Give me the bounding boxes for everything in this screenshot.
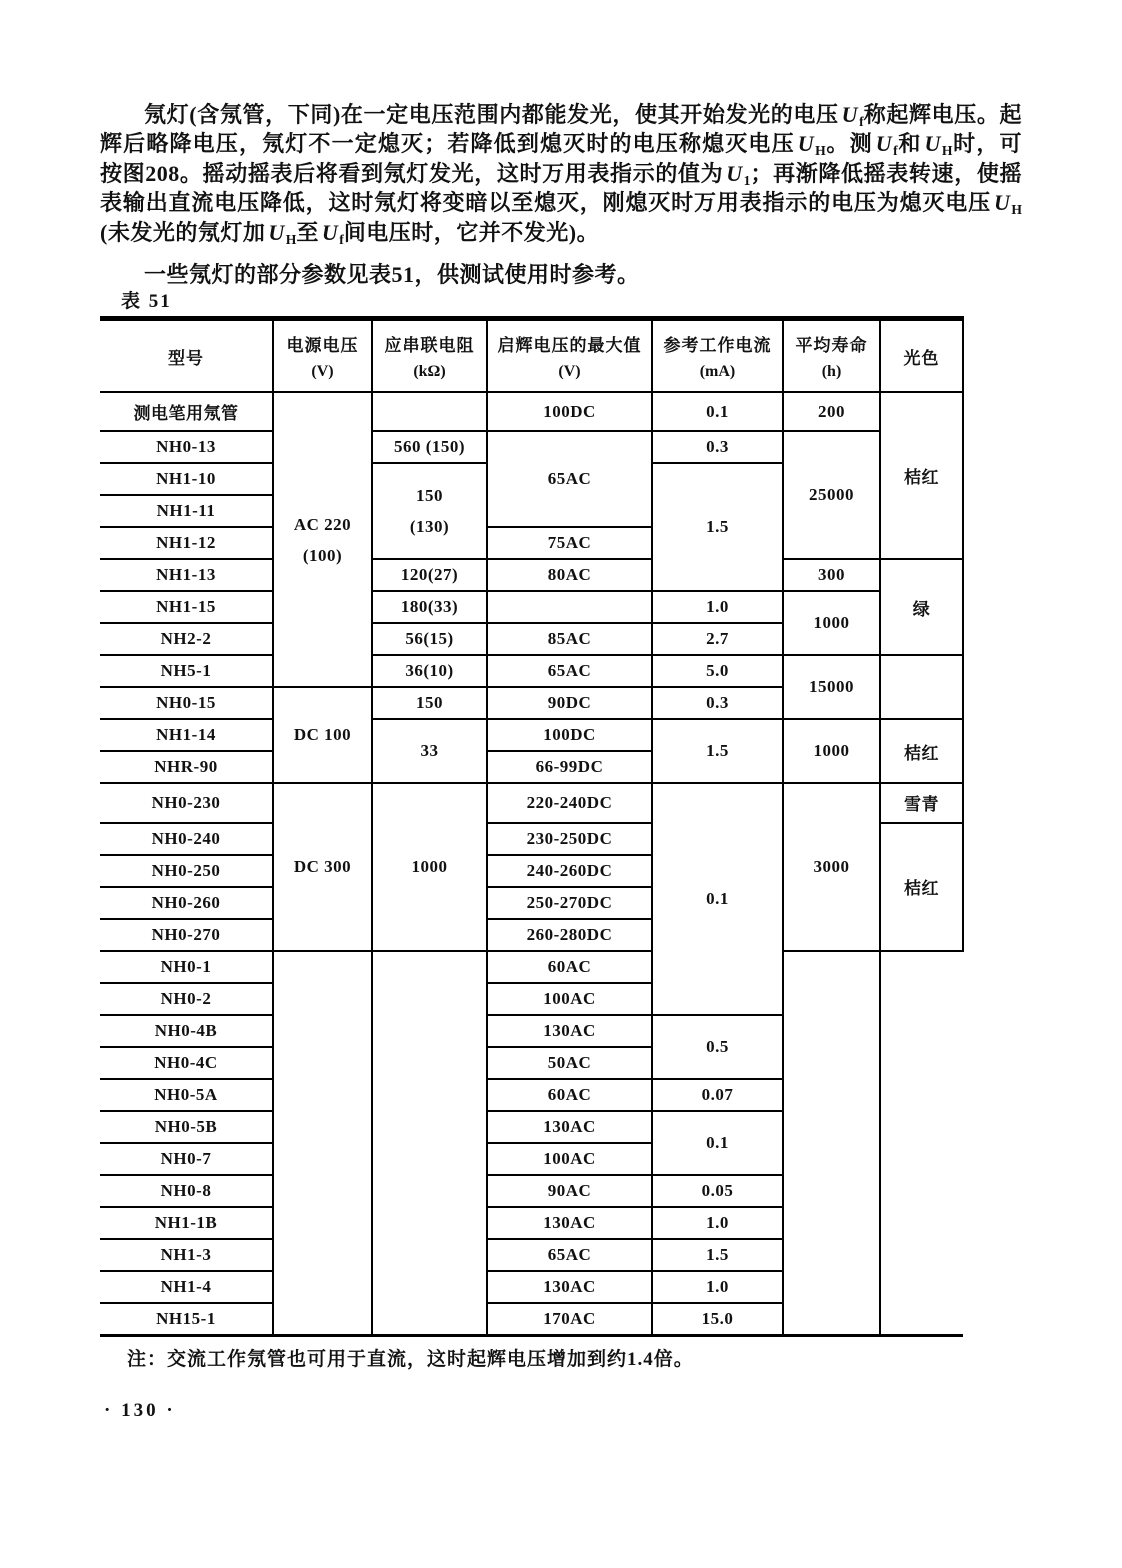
cell-striking-voltage: 80AC xyxy=(487,559,652,591)
cell-light-color: 雪青 xyxy=(880,783,963,822)
intro-line: 按图208。摇动摇表后将看到氖灯发光，这时万用表指示的值为 $U_1$；再渐降低摇表转速，使摇 xyxy=(100,160,1022,188)
column-header-light-color xyxy=(880,319,963,393)
column-header-average-life xyxy=(783,319,880,393)
voltage-symbol: U xyxy=(797,131,815,157)
cell-light-color: 桔红 xyxy=(880,719,963,783)
cell-model: NH0-7 xyxy=(100,1143,273,1175)
cell-striking-voltage: 85AC xyxy=(487,623,652,655)
table-header-row xyxy=(100,319,963,393)
cell-working-current: 1.5 xyxy=(652,719,783,783)
cell-model: 测电笔用氖管 xyxy=(100,392,273,431)
column-header-unit: (V) xyxy=(558,363,581,380)
cell-working-current: 1.0 xyxy=(652,591,783,623)
cell-working-current: 0.5 xyxy=(652,1015,783,1079)
cell-model: NH15-1 xyxy=(100,1303,273,1336)
column-header-label: 参考工作电流 xyxy=(663,336,772,355)
cell-average-life: 25000 xyxy=(783,431,880,559)
cell-model: NH0-260 xyxy=(100,887,273,919)
voltage-symbol: U xyxy=(841,102,859,127)
table-row xyxy=(100,719,963,751)
cell-striking-voltage: 240-260DC xyxy=(487,855,652,887)
cell-striking-voltage: 100DC xyxy=(487,392,652,431)
cell-light-color: 桔红 xyxy=(880,392,963,559)
cell-model: NH0-5B xyxy=(100,1111,273,1143)
table-row xyxy=(100,783,963,822)
cell-working-current: 1.5 xyxy=(652,463,783,591)
table-intro-sentence: 一些氖灯的部分参数见表51，供测试使用时参考。 xyxy=(144,262,640,287)
cell-striking-voltage: 65AC xyxy=(487,655,652,687)
cell-striking-voltage: 60AC xyxy=(487,951,652,983)
cell-working-current: 0.3 xyxy=(652,431,783,463)
cell-average-life: 300 xyxy=(783,559,880,591)
cell-model: NH1-10 xyxy=(100,463,273,495)
cell-model: NH0-1 xyxy=(100,951,273,983)
cell-working-current: 0.05 xyxy=(652,1175,783,1207)
cell-model: NH2-2 xyxy=(100,623,273,655)
table-row xyxy=(100,655,963,687)
column-header-unit: (kΩ) xyxy=(413,363,446,380)
intro-line: (未发光的氖灯加 $U_H$至 $U_f$间电压时，它并不发光)。 xyxy=(100,219,600,247)
cell-average-life xyxy=(783,951,880,1336)
cell-striking-voltage: 90DC xyxy=(487,687,652,719)
cell-light-color: 桔红 xyxy=(880,823,963,951)
cell-average-life: 1000 xyxy=(783,591,880,655)
cell-working-current: 0.3 xyxy=(652,687,783,719)
cell-working-current: 1.0 xyxy=(652,1207,783,1239)
voltage-subscript: H xyxy=(941,143,953,159)
cell-model: NHR-90 xyxy=(100,751,273,783)
cell-striking-voltage: 170AC xyxy=(487,1303,652,1336)
cell-model: NH0-8 xyxy=(100,1175,273,1207)
table-row xyxy=(100,951,963,983)
cell-working-current: 0.1 xyxy=(652,1111,783,1175)
column-header-model xyxy=(100,319,273,393)
voltage-symbol: U xyxy=(268,219,285,245)
neon-lamp-parameters-table xyxy=(100,316,964,1337)
table-row xyxy=(100,591,963,623)
intro-line: 辉后略降电压，氖灯不一定熄灭；若降低到熄灭时的电压称熄灭电压 $U_H$。测 $U_f$和 $U_H$时，可 xyxy=(100,131,1022,159)
column-header-label: 电源电压 xyxy=(286,336,359,355)
cell-model: NH1-3 xyxy=(100,1239,273,1271)
cell-striking-voltage: 250-270DC xyxy=(487,887,652,919)
voltage-subscript: f xyxy=(339,231,344,247)
cell-average-life: 15000 xyxy=(783,655,880,719)
cell-series-resistance: 150 (130) xyxy=(372,463,487,559)
cell-series-resistance: 120(27) xyxy=(372,559,487,591)
cell-striking-voltage: 100AC xyxy=(487,983,652,1015)
column-header-unit: (V) xyxy=(311,363,334,380)
column-header-supply-voltage xyxy=(273,319,372,393)
cell-striking-voltage: 130AC xyxy=(487,1271,652,1303)
cell-striking-voltage: 130AC xyxy=(487,1015,652,1047)
cell-supply-voltage: AC 220 (100) xyxy=(273,392,372,687)
cell-model: NH5-1 xyxy=(100,655,273,687)
cell-series-resistance: 180(33) xyxy=(372,591,487,623)
cell-supply-voltage xyxy=(273,951,372,1336)
cell-series-resistance: 56(15) xyxy=(372,623,487,655)
cell-model: NH0-5A xyxy=(100,1079,273,1111)
cell-working-current: 15.0 xyxy=(652,1303,783,1336)
column-header-label: 平均寿命 xyxy=(795,336,868,355)
cell-series-resistance: 560 (150) xyxy=(372,431,487,463)
cell-model: NH0-250 xyxy=(100,855,273,887)
intro-line: 表输出直流电压降低，这时氖灯将变暗以至熄灭，刚熄灭时万用表指示的电压为熄灭电压 $U_H$ xyxy=(100,190,1022,217)
cell-series-resistance xyxy=(372,951,487,1336)
voltage-subscript: f xyxy=(893,143,898,159)
cell-series-resistance: 1000 xyxy=(372,783,487,950)
column-header-label: 启辉电压的最大值 xyxy=(497,336,642,355)
cell-striking-voltage: 65AC xyxy=(487,431,652,527)
voltage-symbol: U xyxy=(726,160,743,186)
column-header-series-resistance xyxy=(372,319,487,393)
table-row xyxy=(100,559,963,591)
cell-striking-voltage: 50AC xyxy=(487,1047,652,1079)
cell-light-color xyxy=(880,655,963,719)
cell-working-current: 0.07 xyxy=(652,1079,783,1111)
table-note: 注：交流工作氖管也可用于直流，这时起辉电压增加到约1.4倍。 xyxy=(127,1349,694,1370)
column-header-label: 应串联电阻 xyxy=(384,336,475,355)
cell-model: NH0-2 xyxy=(100,983,273,1015)
table-row xyxy=(100,392,963,431)
voltage-symbol: U xyxy=(994,190,1011,216)
cell-series-resistance: 150 xyxy=(372,687,487,719)
cell-striking-voltage: 66-99DC xyxy=(487,751,652,783)
voltage-symbol: U xyxy=(924,131,941,157)
cell-model: NH1-1B xyxy=(100,1207,273,1239)
cell-light-color: 绿 xyxy=(880,559,963,655)
cell-striking-voltage: 100AC xyxy=(487,1143,652,1175)
voltage-symbol: U xyxy=(875,131,893,157)
cell-striking-voltage: 90AC xyxy=(487,1175,652,1207)
cell-striking-voltage: 230-250DC xyxy=(487,823,652,855)
column-header-unit: (mA) xyxy=(699,363,736,380)
cell-model: NH1-11 xyxy=(100,495,273,527)
cell-average-life: 3000 xyxy=(783,783,880,950)
voltage-subscript: H xyxy=(285,231,297,247)
cell-model: NH0-270 xyxy=(100,919,273,951)
cell-model: NH1-12 xyxy=(100,527,273,559)
cell-supply-voltage: DC 300 xyxy=(273,783,372,950)
voltage-subscript: H xyxy=(815,143,826,159)
cell-striking-voltage: 65AC xyxy=(487,1239,652,1271)
cell-model: NH1-14 xyxy=(100,719,273,751)
column-header-working-current xyxy=(652,319,783,393)
cell-model: NH0-4B xyxy=(100,1015,273,1047)
cell-light-color xyxy=(880,951,963,1336)
intro-line: 氖灯(含氖管，下同)在一定电压范围内都能发光，使其开始发光的电压 $U_f$称起辉电压。起 xyxy=(144,102,1022,129)
page-number: · 130 · xyxy=(104,1400,176,1421)
cell-series-resistance: 36(10) xyxy=(372,655,487,687)
intro-paragraph xyxy=(100,100,1022,247)
column-header-label: 型号 xyxy=(168,348,204,368)
cell-average-life: 1000 xyxy=(783,719,880,783)
cell-model: NH0-13 xyxy=(100,431,273,463)
cell-striking-voltage: 100DC xyxy=(487,719,652,751)
column-header-label: 光色 xyxy=(903,348,940,368)
voltage-subscript: f xyxy=(859,113,864,129)
cell-series-resistance xyxy=(372,392,487,431)
cell-striking-voltage: 130AC xyxy=(487,1111,652,1143)
cell-striking-voltage: 260-280DC xyxy=(487,919,652,951)
cell-working-current: 1.0 xyxy=(652,1271,783,1303)
cell-series-resistance: 33 xyxy=(372,719,487,783)
cell-supply-voltage: DC 100 xyxy=(273,687,372,783)
cell-working-current: 2.7 xyxy=(652,623,783,655)
cell-working-current: 0.1 xyxy=(652,783,783,1014)
cell-working-current: 1.5 xyxy=(652,1239,783,1271)
cell-model: NH1-4 xyxy=(100,1271,273,1303)
column-header-unit: (h) xyxy=(821,363,842,380)
column-header-max-striking-voltage xyxy=(487,319,652,393)
cell-model: NH1-13 xyxy=(100,559,273,591)
cell-working-current: 5.0 xyxy=(652,655,783,687)
voltage-symbol: U xyxy=(321,219,339,245)
cell-model: NH0-4C xyxy=(100,1047,273,1079)
cell-striking-voltage: 130AC xyxy=(487,1207,652,1239)
table-label: 表 51 xyxy=(121,291,172,312)
cell-striking-voltage: 220-240DC xyxy=(487,783,652,822)
table-row xyxy=(100,431,963,463)
voltage-subscript: H xyxy=(1011,201,1022,217)
cell-model: NH1-15 xyxy=(100,591,273,623)
cell-model: NH0-15 xyxy=(100,687,273,719)
cell-model: NH0-240 xyxy=(100,823,273,855)
cell-average-life: 200 xyxy=(783,392,880,431)
cell-model: NH0-230 xyxy=(100,783,273,822)
cell-striking-voltage xyxy=(487,591,652,623)
cell-striking-voltage: 60AC xyxy=(487,1079,652,1111)
cell-striking-voltage: 75AC xyxy=(487,527,652,559)
voltage-subscript: 1 xyxy=(743,172,751,188)
cell-working-current: 0.1 xyxy=(652,392,783,431)
